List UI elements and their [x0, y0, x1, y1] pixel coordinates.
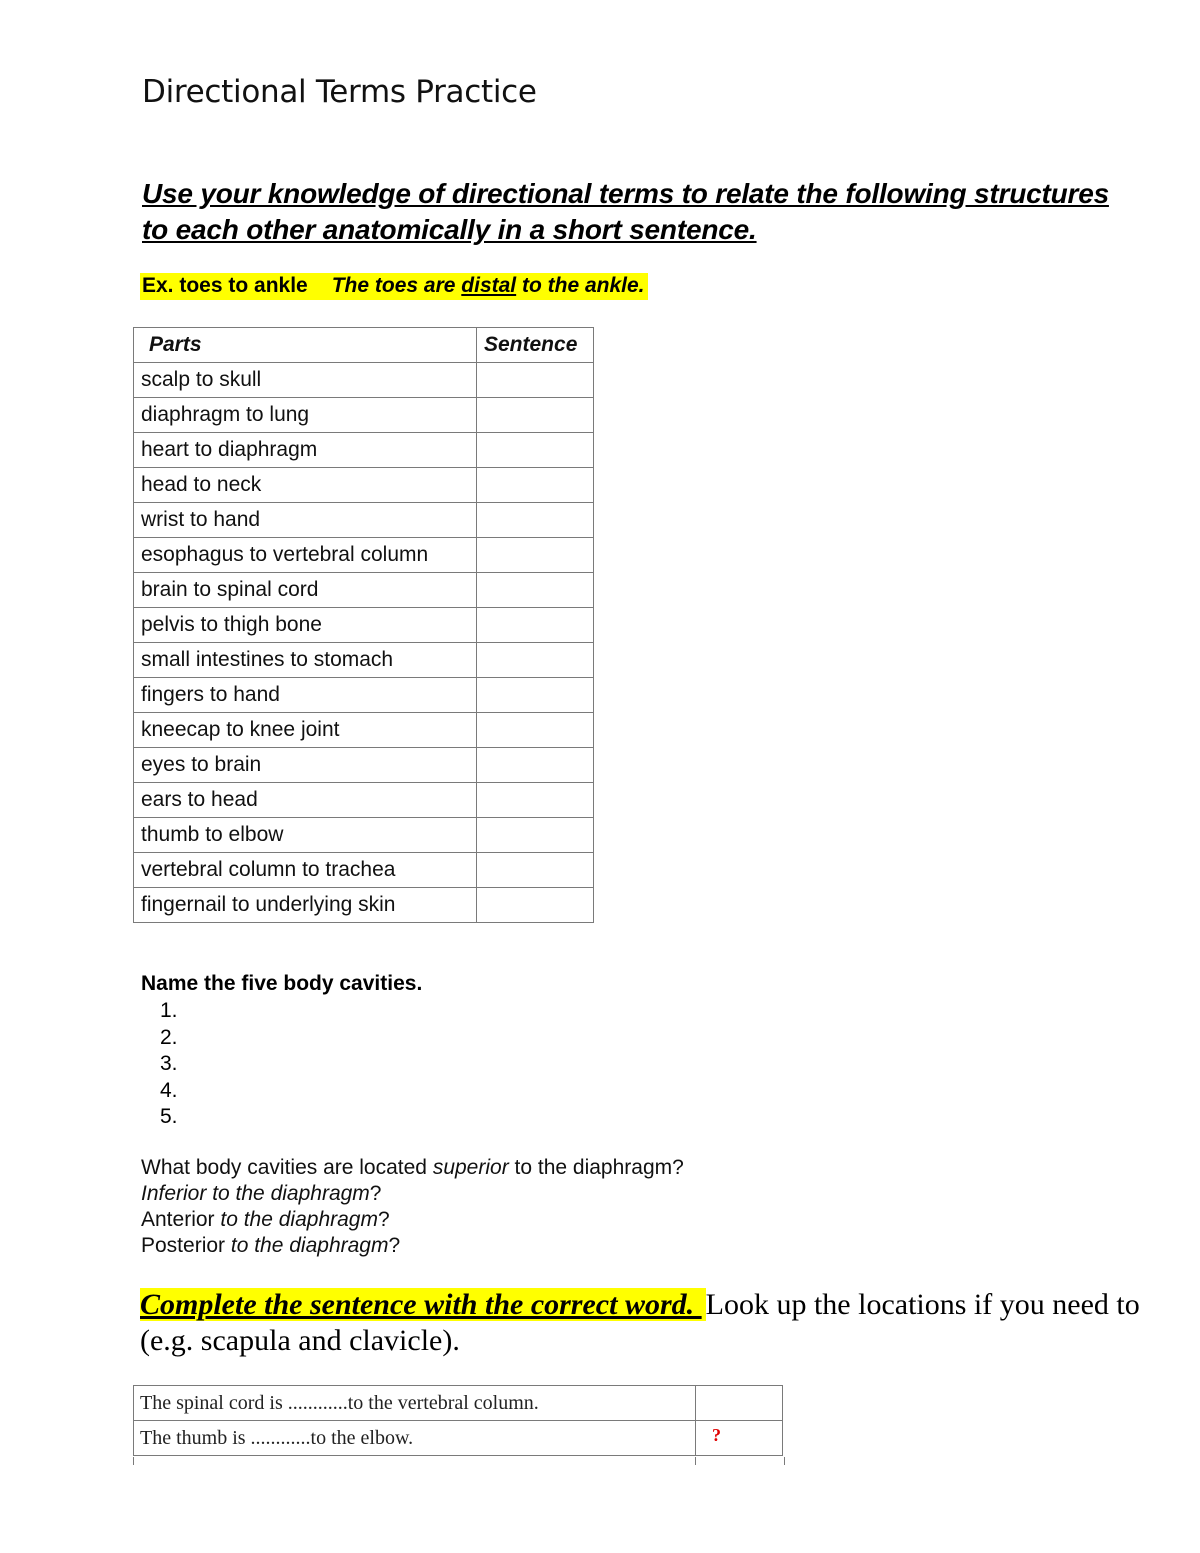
complete-instructions — [140, 1287, 1200, 1359]
sentence-cell[interactable] — [477, 363, 594, 398]
fill-prompt: The spinal cord is ............to the vertebral column. — [134, 1386, 696, 1421]
parts-cell: small intestines to stomach — [134, 643, 477, 678]
sentence-cell[interactable] — [477, 468, 594, 503]
parts-cell: ears to head — [134, 783, 477, 818]
table-row — [134, 818, 594, 853]
sentence-cell[interactable] — [477, 608, 594, 643]
question-anterior: Anterior to the diaphragm? — [141, 1208, 390, 1231]
sentence-cell[interactable] — [477, 713, 594, 748]
list-item: 4. — [160, 1078, 178, 1102]
header-parts: Parts — [134, 328, 477, 363]
example-line — [140, 273, 648, 300]
question-inferior: Inferior to the diaphragm? — [141, 1182, 382, 1205]
parts-cell: head to neck — [134, 468, 477, 503]
parts-cell: eyes to brain — [134, 748, 477, 783]
fill-prompt: The thumb is ............to the elbow. — [134, 1421, 696, 1456]
table-header-row — [134, 328, 594, 363]
parts-cell: wrist to hand — [134, 503, 477, 538]
sentence-cell[interactable] — [477, 783, 594, 818]
table-row — [134, 363, 594, 398]
table-row — [134, 888, 594, 923]
table-row — [134, 748, 594, 783]
table-row — [134, 398, 594, 433]
parts-cell: diaphragm to lung — [134, 398, 477, 433]
cavities-list — [160, 998, 178, 1131]
cavities-heading: Name the five body cavities. — [141, 972, 423, 995]
fill-table — [133, 1385, 783, 1456]
sentence-cell[interactable] — [477, 398, 594, 433]
parts-cell: scalp to skull — [134, 363, 477, 398]
sentence-cell[interactable] — [477, 503, 594, 538]
list-item: 5. — [160, 1105, 178, 1128]
sentence-cell[interactable] — [477, 643, 594, 678]
header-sentence: Sentence — [477, 328, 594, 363]
table-row — [134, 643, 594, 678]
table-continuation — [133, 1457, 785, 1465]
table-row — [134, 538, 594, 573]
red-mark: ? — [712, 1425, 721, 1445]
table-row — [134, 468, 594, 503]
parts-cell: fingernail to underlying skin — [134, 888, 477, 923]
example-label: Ex. toes to ankle — [142, 274, 308, 297]
table-row — [134, 433, 594, 468]
parts-cell: pelvis to thigh bone — [134, 608, 477, 643]
list-item: 3. — [160, 1052, 178, 1075]
parts-cell: kneecap to knee joint — [134, 713, 477, 748]
parts-cell: brain to spinal cord — [134, 573, 477, 608]
sentence-cell[interactable] — [477, 888, 594, 923]
table-row — [134, 713, 594, 748]
table-row — [134, 503, 594, 538]
table-row — [134, 678, 594, 713]
sentence-cell[interactable] — [477, 748, 594, 783]
list-item: 1. — [160, 999, 178, 1022]
sentence-cell[interactable] — [477, 433, 594, 468]
question-superior: What body cavities are located superior to the diaphragm? — [141, 1156, 684, 1179]
table-row — [134, 1386, 783, 1421]
sentence-cell[interactable] — [477, 538, 594, 573]
sentence-cell[interactable] — [477, 818, 594, 853]
parts-cell: heart to diaphragm — [134, 433, 477, 468]
table-row — [134, 853, 594, 888]
example-term: distal — [461, 274, 517, 297]
table-row — [134, 783, 594, 818]
example-sentence: The toes are distal to the ankle. — [331, 274, 645, 297]
sentence-cell[interactable] — [477, 573, 594, 608]
table-row — [134, 1421, 783, 1456]
sentence-cell[interactable] — [477, 853, 594, 888]
parts-cell: thumb to elbow — [134, 818, 477, 853]
table-row — [134, 573, 594, 608]
page-title: Directional Terms Practice — [142, 74, 537, 110]
list-item: 2. — [160, 1025, 178, 1049]
fill-answer-cell[interactable] — [696, 1386, 783, 1421]
parts-cell: esophagus to vertebral column — [134, 538, 477, 573]
parts-cell: fingers to hand — [134, 678, 477, 713]
parts-cell: vertebral column to trachea — [134, 853, 477, 888]
parts-table — [133, 327, 594, 923]
fill-answer-cell[interactable] — [696, 1421, 783, 1456]
complete-rest: Look up the locations if you need to (e.g. scapula and clavicle). — [140, 1288, 1140, 1357]
instructions: Use your knowledge of directional terms to relate the following structures to each other anatomically in a short sentence. — [142, 178, 1109, 245]
question-posterior: Posterior to the diaphragm? — [141, 1234, 401, 1257]
sentence-cell[interactable] — [477, 678, 594, 713]
table-row — [134, 608, 594, 643]
complete-highlight: Complete the sentence with the correct word. — [140, 1288, 706, 1321]
